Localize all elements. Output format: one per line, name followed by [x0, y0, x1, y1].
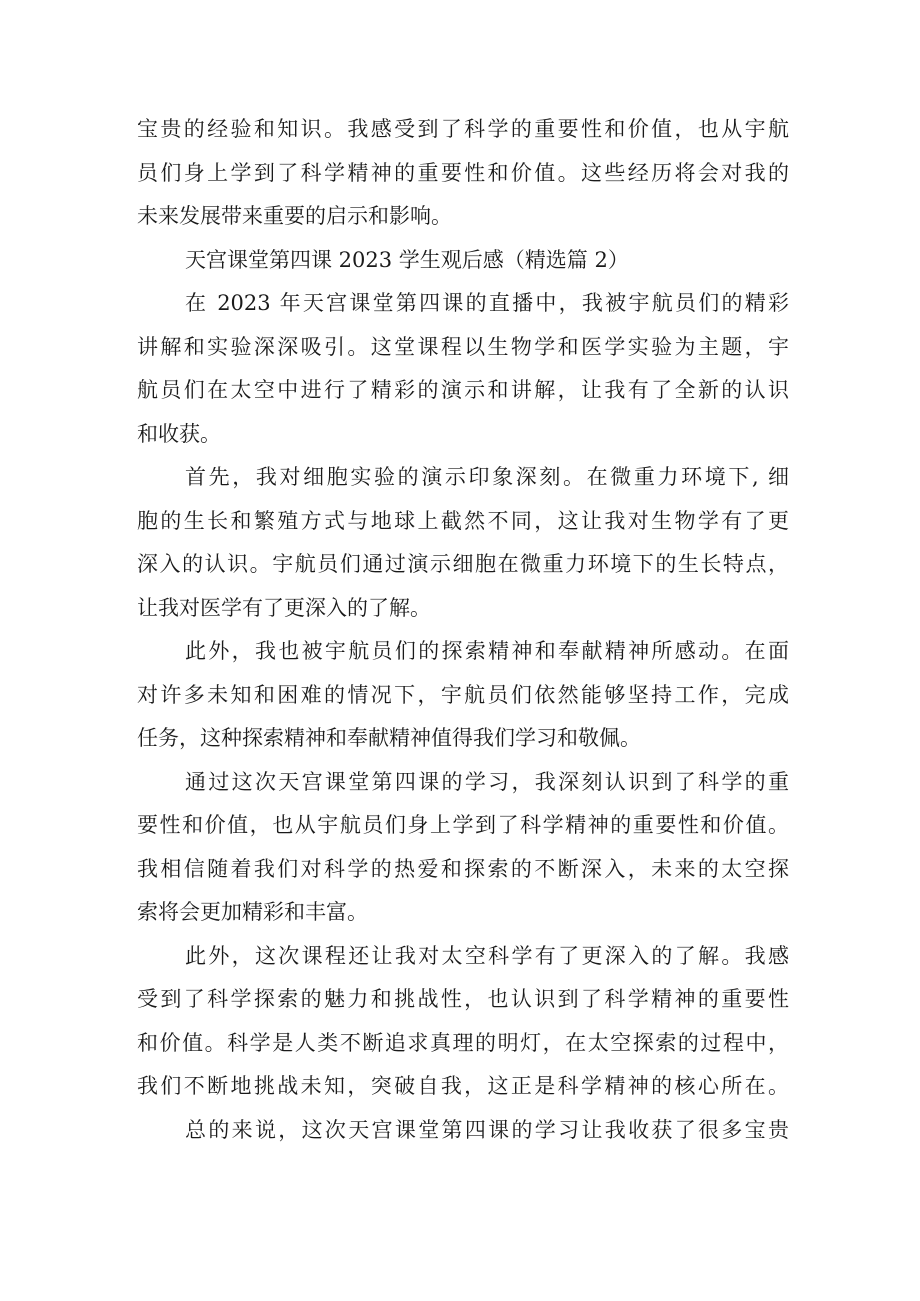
text-line: 此外，我也被宇航员们的探索精神和奉献精神所感动。在面	[185, 639, 789, 663]
paragraph	[137, 630, 789, 761]
text-line: 航员们在太空中进行了精彩的演示和讲解，让我有了全新的认识	[137, 378, 789, 402]
document-body	[137, 108, 789, 1152]
paragraph	[137, 282, 789, 456]
text-line: 我相信随着我们对科学的热爱和探索的不断深入，未来的太空探	[137, 856, 789, 881]
text-line: 受到了科学探索的魅力和挑战性，也认识到了科学精神的重要性	[137, 987, 789, 1011]
text-line: 要性和价值，也从宇航员们身上学到了科学精神的重要性和价值。	[137, 813, 789, 837]
text-line: 我们不断地挑战未知，突破自我，这正是科学精神的核心所在。	[137, 1074, 789, 1098]
text-line: 和收获。	[137, 421, 221, 446]
paragraph	[137, 1109, 789, 1153]
text-line: 让我对医学有了更深入的了解。	[137, 595, 431, 620]
text-line: 讲解和实验深深吸引。这堂课程以生物学和医学实验为主题，宇	[137, 334, 789, 359]
text-line: 总的来说，这次天宫课堂第四课的学习让我收获了很多宝贵	[185, 1117, 789, 1142]
text-line: 首先，我对细胞实验的演示印象深刻。在微重力环境下, 细	[185, 465, 789, 489]
paragraph	[137, 456, 789, 630]
text-line: 宝贵的经验和知识。我感受到了科学的重要性和价值，也从宇航	[137, 117, 789, 141]
text-line: 员们身上学到了科学精神的重要性和价值。这些经历将会对我的	[137, 160, 789, 185]
text-line: 任务，这种探索精神和奉献精神值得我们学习和敬佩。	[137, 726, 641, 750]
text-line: 胞的生长和繁殖方式与地球上截然不同，这让我对生物学有了更	[137, 508, 789, 533]
text-line: 通过这次天宫课堂第四课的学习，我深刻认识到了科学的重	[185, 769, 789, 794]
text-line: 对许多未知和困难的情况下，宇航员们依然能够坚持工作，完成	[137, 682, 789, 707]
section-heading	[137, 239, 789, 283]
paragraph	[137, 935, 789, 1109]
text-line: 未来发展带来重要的启示和影响。	[137, 204, 452, 228]
paragraph-continuation	[137, 108, 789, 239]
text-line: 索将会更加精彩和丰富。	[137, 900, 368, 924]
heading-line: 天宫课堂第四课 2023 学生观后感（精选篇 2）	[185, 247, 629, 272]
text-line: 此外，这次课程还让我对太空科学有了更深入的了解。我感	[185, 943, 789, 968]
text-line: 在 2023 年天宫课堂第四课的直播中，我被宇航员们的精彩	[185, 291, 789, 315]
text-line: 深入的认识。宇航员们通过演示细胞在微重力环境下的生长特点，	[137, 552, 789, 576]
text-line: 和价值。科学是人类不断追求真理的明灯，在太空探索的过程中，	[137, 1030, 789, 1055]
paragraph	[137, 761, 789, 935]
